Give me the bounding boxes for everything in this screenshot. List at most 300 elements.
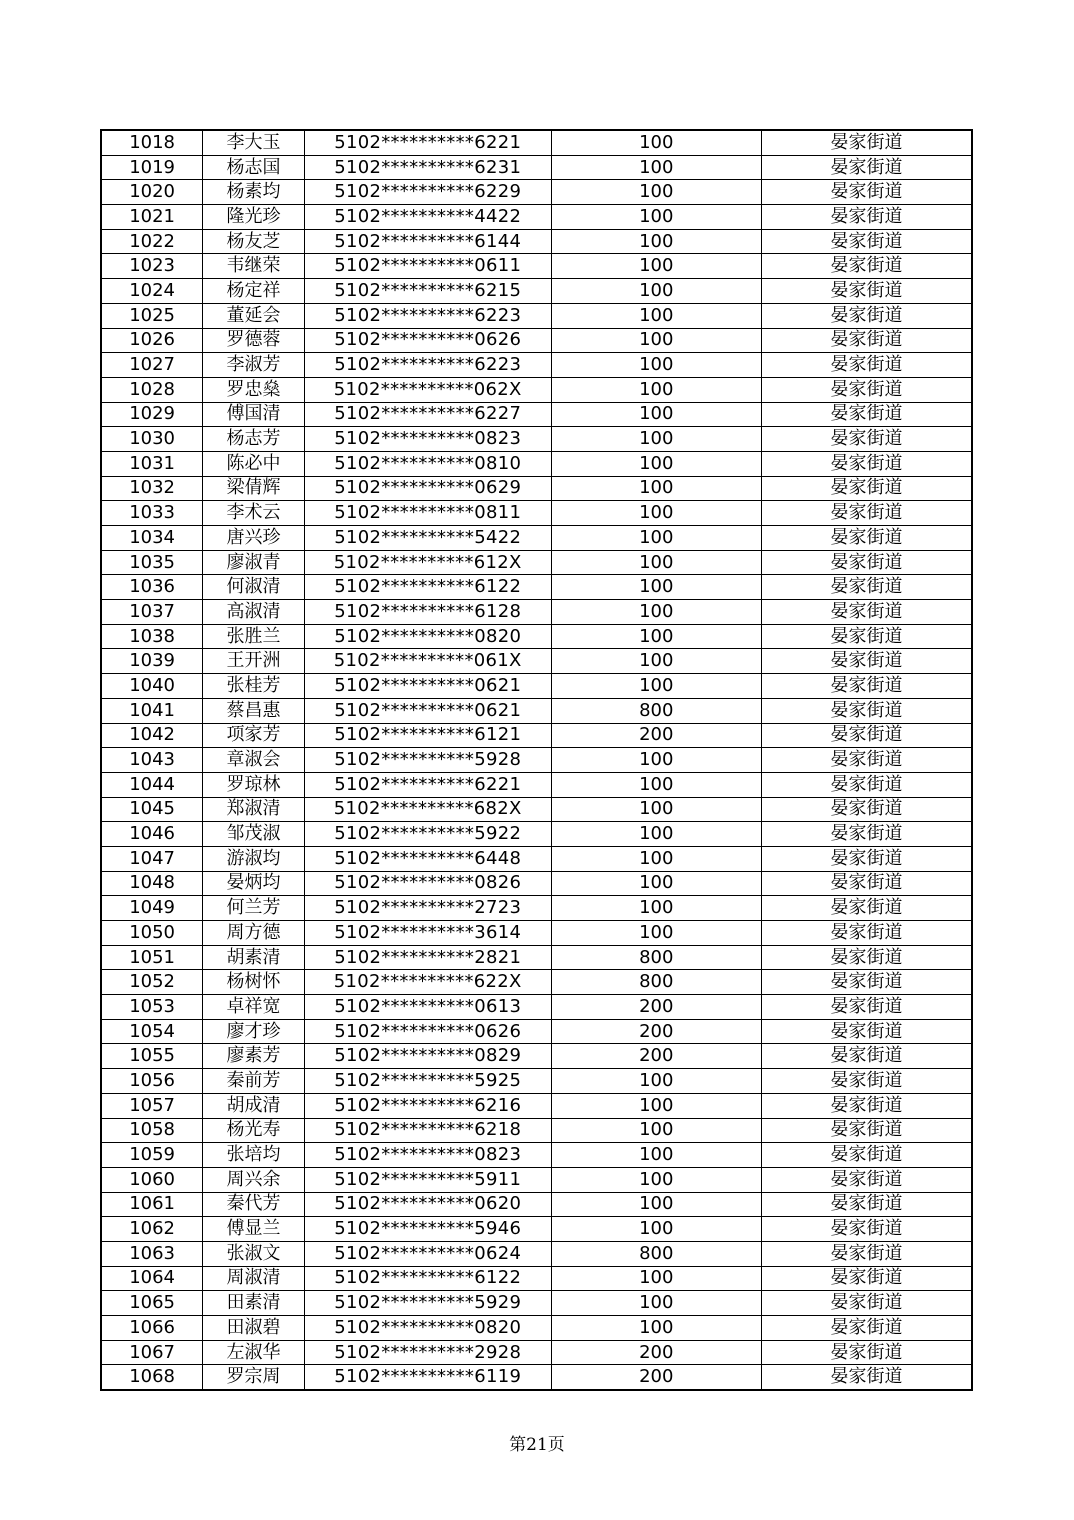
area-cell: 晏家街道 [762,1217,973,1242]
row-number-cell: 1054 [101,1019,203,1044]
id-number-cell: 5102**********0823 [304,1143,551,1168]
name-cell: 何兰芳 [203,896,305,921]
name-cell: 田素清 [203,1291,305,1316]
amount-cell: 100 [551,600,761,625]
row-number-cell: 1026 [101,328,203,353]
id-number-cell: 5102**********6221 [304,772,551,797]
amount-cell: 200 [551,1340,761,1365]
name-cell: 梁倩辉 [203,476,305,501]
table-row [101,229,972,254]
name-cell: 秦代芳 [203,1192,305,1217]
area-cell: 晏家街道 [762,723,973,748]
area-cell: 晏家街道 [762,1192,973,1217]
table-row [101,748,972,773]
amount-cell: 100 [551,526,761,551]
name-cell: 杨志芳 [203,427,305,452]
name-cell: 罗宗周 [203,1365,305,1390]
id-number-cell: 5102**********0810 [304,451,551,476]
name-cell: 李术云 [203,501,305,526]
table-row [101,1316,972,1341]
amount-cell: 100 [551,871,761,896]
table-row [101,1340,972,1365]
amount-cell: 100 [551,180,761,205]
row-number-cell: 1049 [101,896,203,921]
area-cell: 晏家街道 [762,1093,973,1118]
amount-cell: 100 [551,130,761,155]
name-cell: 陈必中 [203,451,305,476]
amount-cell: 100 [551,896,761,921]
amount-cell: 100 [551,550,761,575]
area-cell: 晏家街道 [762,921,973,946]
amount-cell: 100 [551,1167,761,1192]
amount-cell: 800 [551,970,761,995]
area-cell: 晏家街道 [762,1365,973,1390]
row-number-cell: 1033 [101,501,203,526]
table-row [101,945,972,970]
id-number-cell: 5102**********6144 [304,229,551,254]
table-row [101,1069,972,1094]
roster-table [100,129,973,1391]
amount-cell: 100 [551,1118,761,1143]
row-number-cell: 1041 [101,698,203,723]
row-number-cell: 1022 [101,229,203,254]
name-cell: 罗忠燊 [203,377,305,402]
area-cell: 晏家街道 [762,1044,973,1069]
id-number-cell: 5102**********6448 [304,846,551,871]
table-row [101,1143,972,1168]
id-number-cell: 5102**********6231 [304,155,551,180]
row-number-cell: 1059 [101,1143,203,1168]
table-row [101,303,972,328]
row-number-cell: 1061 [101,1192,203,1217]
id-number-cell: 5102**********2723 [304,896,551,921]
id-number-cell: 5102**********682X [304,797,551,822]
name-cell: 章淑会 [203,748,305,773]
id-number-cell: 5102**********622X [304,970,551,995]
id-number-cell: 5102**********6119 [304,1365,551,1390]
row-number-cell: 1040 [101,674,203,699]
area-cell: 晏家街道 [762,526,973,551]
name-cell: 张胜兰 [203,624,305,649]
area-cell: 晏家街道 [762,846,973,871]
table-row [101,1167,972,1192]
id-number-cell: 5102**********612X [304,550,551,575]
table-row [101,1365,972,1390]
row-number-cell: 1023 [101,254,203,279]
id-number-cell: 5102**********4422 [304,205,551,230]
row-number-cell: 1058 [101,1118,203,1143]
row-number-cell: 1067 [101,1340,203,1365]
table-row [101,377,972,402]
id-number-cell: 5102**********0811 [304,501,551,526]
table-row [101,1217,972,1242]
table-row [101,1044,972,1069]
id-number-cell: 5102**********6223 [304,353,551,378]
amount-cell: 100 [551,772,761,797]
row-number-cell: 1024 [101,279,203,304]
row-number-cell: 1044 [101,772,203,797]
row-number-cell: 1036 [101,575,203,600]
row-number-cell: 1047 [101,846,203,871]
area-cell: 晏家街道 [762,501,973,526]
row-number-cell: 1021 [101,205,203,230]
name-cell: 秦前芳 [203,1069,305,1094]
area-cell: 晏家街道 [762,451,973,476]
table-row [101,772,972,797]
table-row [101,723,972,748]
area-cell: 晏家街道 [762,229,973,254]
table-row [101,1093,972,1118]
amount-cell: 100 [551,501,761,526]
table-row [101,279,972,304]
amount-cell: 100 [551,921,761,946]
area-cell: 晏家街道 [762,155,973,180]
amount-cell: 100 [551,451,761,476]
area-cell: 晏家街道 [762,550,973,575]
area-cell: 晏家街道 [762,822,973,847]
row-number-cell: 1065 [101,1291,203,1316]
table-row [101,501,972,526]
name-cell: 周兴余 [203,1167,305,1192]
id-number-cell: 5102**********6223 [304,303,551,328]
area-cell: 晏家街道 [762,205,973,230]
name-cell: 王开洲 [203,649,305,674]
table-row [101,1241,972,1266]
amount-cell: 800 [551,698,761,723]
row-number-cell: 1068 [101,1365,203,1390]
table-row [101,698,972,723]
row-number-cell: 1066 [101,1316,203,1341]
table-row [101,328,972,353]
row-number-cell: 1055 [101,1044,203,1069]
id-number-cell: 5102**********6122 [304,1266,551,1291]
amount-cell: 100 [551,427,761,452]
amount-cell: 100 [551,1192,761,1217]
area-cell: 晏家街道 [762,1266,973,1291]
name-cell: 傅国清 [203,402,305,427]
name-cell: 廖淑青 [203,550,305,575]
id-number-cell: 5102**********5929 [304,1291,551,1316]
id-number-cell: 5102**********5422 [304,526,551,551]
area-cell: 晏家街道 [762,1291,973,1316]
name-cell: 杨定祥 [203,279,305,304]
table-row [101,575,972,600]
id-number-cell: 5102**********0820 [304,624,551,649]
name-cell: 何淑清 [203,575,305,600]
id-number-cell: 5102**********0823 [304,427,551,452]
name-cell: 杨素均 [203,180,305,205]
area-cell: 晏家街道 [762,353,973,378]
name-cell: 傅显兰 [203,1217,305,1242]
id-number-cell: 5102**********6216 [304,1093,551,1118]
table-row [101,624,972,649]
name-cell: 胡成清 [203,1093,305,1118]
id-number-cell: 5102**********6229 [304,180,551,205]
area-cell: 晏家街道 [762,970,973,995]
table-row [101,822,972,847]
id-number-cell: 5102**********0613 [304,995,551,1020]
table-row [101,180,972,205]
amount-cell: 100 [551,822,761,847]
table-row [101,1192,972,1217]
area-cell: 晏家街道 [762,1118,973,1143]
area-cell: 晏家街道 [762,1241,973,1266]
area-cell: 晏家街道 [762,328,973,353]
row-number-cell: 1042 [101,723,203,748]
area-cell: 晏家街道 [762,402,973,427]
table-row [101,155,972,180]
row-number-cell: 1029 [101,402,203,427]
name-cell: 唐兴珍 [203,526,305,551]
area-cell: 晏家街道 [762,995,973,1020]
area-cell: 晏家街道 [762,180,973,205]
amount-cell: 100 [551,279,761,304]
area-cell: 晏家街道 [762,772,973,797]
id-number-cell: 5102**********6128 [304,600,551,625]
amount-cell: 800 [551,945,761,970]
area-cell: 晏家街道 [762,1340,973,1365]
amount-cell: 100 [551,797,761,822]
row-number-cell: 1034 [101,526,203,551]
amount-cell: 100 [551,624,761,649]
table-row [101,353,972,378]
table-row [101,600,972,625]
name-cell: 卓祥宽 [203,995,305,1020]
name-cell: 罗琼林 [203,772,305,797]
amount-cell: 100 [551,402,761,427]
row-number-cell: 1031 [101,451,203,476]
row-number-cell: 1039 [101,649,203,674]
table-row [101,130,972,155]
amount-cell: 100 [551,1316,761,1341]
row-number-cell: 1060 [101,1167,203,1192]
name-cell: 蔡昌惠 [203,698,305,723]
table-row [101,550,972,575]
name-cell: 项家芳 [203,723,305,748]
id-number-cell: 5102**********0826 [304,871,551,896]
area-cell: 晏家街道 [762,1167,973,1192]
id-number-cell: 5102**********0621 [304,698,551,723]
amount-cell: 200 [551,723,761,748]
page-number: 第21页 [509,1435,565,1455]
id-number-cell: 5102**********0620 [304,1192,551,1217]
amount-cell: 100 [551,748,761,773]
row-number-cell: 1063 [101,1241,203,1266]
name-cell: 李大玉 [203,130,305,155]
name-cell: 胡素清 [203,945,305,970]
id-number-cell: 5102**********6121 [304,723,551,748]
amount-cell: 800 [551,1241,761,1266]
area-cell: 晏家街道 [762,575,973,600]
row-number-cell: 1018 [101,130,203,155]
area-cell: 晏家街道 [762,945,973,970]
table-row [101,1118,972,1143]
amount-cell: 100 [551,1266,761,1291]
area-cell: 晏家街道 [762,1143,973,1168]
table-row [101,476,972,501]
id-number-cell: 5102**********5946 [304,1217,551,1242]
id-number-cell: 5102**********5925 [304,1069,551,1094]
amount-cell: 100 [551,377,761,402]
amount-cell: 200 [551,1365,761,1390]
area-cell: 晏家街道 [762,377,973,402]
row-number-cell: 1019 [101,155,203,180]
area-cell: 晏家街道 [762,130,973,155]
name-cell: 韦继荣 [203,254,305,279]
row-number-cell: 1046 [101,822,203,847]
area-cell: 晏家街道 [762,896,973,921]
amount-cell: 100 [551,205,761,230]
amount-cell: 100 [551,1143,761,1168]
name-cell: 张淑文 [203,1241,305,1266]
id-number-cell: 5102**********0621 [304,674,551,699]
row-number-cell: 1027 [101,353,203,378]
amount-cell: 100 [551,1217,761,1242]
name-cell: 邹茂淑 [203,822,305,847]
name-cell: 李淑芳 [203,353,305,378]
area-cell: 晏家街道 [762,649,973,674]
id-number-cell: 5102**********0829 [304,1044,551,1069]
amount-cell: 100 [551,328,761,353]
name-cell: 张培均 [203,1143,305,1168]
table-row [101,896,972,921]
id-number-cell: 5102**********6218 [304,1118,551,1143]
area-cell: 晏家街道 [762,600,973,625]
row-number-cell: 1051 [101,945,203,970]
amount-cell: 100 [551,155,761,180]
table-row [101,451,972,476]
id-number-cell: 5102**********6215 [304,279,551,304]
name-cell: 左淑华 [203,1340,305,1365]
row-number-cell: 1030 [101,427,203,452]
amount-cell: 100 [551,846,761,871]
amount-cell: 100 [551,254,761,279]
row-number-cell: 1064 [101,1266,203,1291]
name-cell: 隆光珍 [203,205,305,230]
area-cell: 晏家街道 [762,476,973,501]
table-row [101,205,972,230]
name-cell: 杨志国 [203,155,305,180]
row-number-cell: 1028 [101,377,203,402]
name-cell: 游淑均 [203,846,305,871]
name-cell: 廖才珍 [203,1019,305,1044]
table-row [101,871,972,896]
amount-cell: 200 [551,1019,761,1044]
area-cell: 晏家街道 [762,698,973,723]
row-number-cell: 1048 [101,871,203,896]
name-cell: 罗德蓉 [203,328,305,353]
table-row [101,995,972,1020]
amount-cell: 100 [551,229,761,254]
id-number-cell: 5102**********6221 [304,130,551,155]
area-cell: 晏家街道 [762,303,973,328]
id-number-cell: 5102**********0820 [304,1316,551,1341]
amount-cell: 100 [551,1291,761,1316]
area-cell: 晏家街道 [762,279,973,304]
row-number-cell: 1050 [101,921,203,946]
area-cell: 晏家街道 [762,674,973,699]
area-cell: 晏家街道 [762,254,973,279]
id-number-cell: 5102**********062X [304,377,551,402]
table-row [101,526,972,551]
row-number-cell: 1025 [101,303,203,328]
area-cell: 晏家街道 [762,427,973,452]
name-cell: 杨光寿 [203,1118,305,1143]
id-number-cell: 5102**********5922 [304,822,551,847]
row-number-cell: 1032 [101,476,203,501]
table-row [101,674,972,699]
amount-cell: 100 [551,1093,761,1118]
row-number-cell: 1052 [101,970,203,995]
name-cell: 晏炳均 [203,871,305,896]
amount-cell: 100 [551,674,761,699]
area-cell: 晏家街道 [762,1069,973,1094]
id-number-cell: 5102**********2928 [304,1340,551,1365]
id-number-cell: 5102**********5928 [304,748,551,773]
row-number-cell: 1056 [101,1069,203,1094]
table-row [101,797,972,822]
table-row [101,1019,972,1044]
id-number-cell: 5102**********061X [304,649,551,674]
table-row [101,649,972,674]
row-number-cell: 1043 [101,748,203,773]
name-cell: 杨友芝 [203,229,305,254]
id-number-cell: 5102**********5911 [304,1167,551,1192]
area-cell: 晏家街道 [762,748,973,773]
amount-cell: 200 [551,1044,761,1069]
id-number-cell: 5102**********3614 [304,921,551,946]
area-cell: 晏家街道 [762,797,973,822]
table-row [101,427,972,452]
name-cell: 董延会 [203,303,305,328]
name-cell: 田淑碧 [203,1316,305,1341]
name-cell: 杨树怀 [203,970,305,995]
name-cell: 廖素芳 [203,1044,305,1069]
id-number-cell: 5102**********6122 [304,575,551,600]
amount-cell: 100 [551,649,761,674]
amount-cell: 100 [551,1069,761,1094]
name-cell: 郑淑清 [203,797,305,822]
id-number-cell: 5102**********6227 [304,402,551,427]
name-cell: 张桂芳 [203,674,305,699]
table-row [101,921,972,946]
row-number-cell: 1020 [101,180,203,205]
amount-cell: 100 [551,476,761,501]
table-row [101,1266,972,1291]
area-cell: 晏家街道 [762,1019,973,1044]
amount-cell: 200 [551,995,761,1020]
row-number-cell: 1062 [101,1217,203,1242]
amount-cell: 100 [551,575,761,600]
area-cell: 晏家街道 [762,871,973,896]
id-number-cell: 5102**********2821 [304,945,551,970]
row-number-cell: 1037 [101,600,203,625]
table-row [101,1291,972,1316]
row-number-cell: 1057 [101,1093,203,1118]
area-cell: 晏家街道 [762,1316,973,1341]
roster-table-body [101,130,972,1390]
table-row [101,846,972,871]
id-number-cell: 5102**********0626 [304,328,551,353]
table-row [101,970,972,995]
row-number-cell: 1038 [101,624,203,649]
id-number-cell: 5102**********0624 [304,1241,551,1266]
id-number-cell: 5102**********0629 [304,476,551,501]
name-cell: 周淑清 [203,1266,305,1291]
table-row [101,402,972,427]
id-number-cell: 5102**********0611 [304,254,551,279]
name-cell: 周方德 [203,921,305,946]
